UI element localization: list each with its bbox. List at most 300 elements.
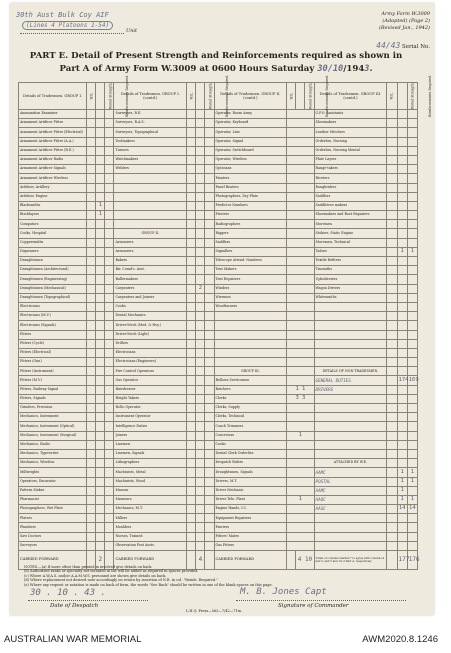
posted-value bbox=[96, 266, 105, 275]
trade-name: Cooks, Hospital bbox=[19, 229, 87, 238]
posted-value bbox=[287, 477, 314, 486]
reinf-value bbox=[407, 385, 417, 394]
trade-name: Surveyors, R.A.S. bbox=[114, 119, 187, 128]
posted-value bbox=[96, 459, 105, 468]
trade-name: Coach Trimmers bbox=[214, 422, 287, 431]
posted-value bbox=[397, 128, 407, 137]
we-cell bbox=[387, 192, 397, 201]
we-cell bbox=[387, 459, 397, 468]
trade-name: Drivers, M.T. bbox=[214, 477, 287, 486]
reinf-cell bbox=[205, 348, 214, 357]
table-row bbox=[19, 284, 418, 293]
posted-value bbox=[397, 229, 407, 238]
we-cell bbox=[187, 155, 196, 164]
trade-name: Shoemakers and Boot Repairers bbox=[314, 211, 387, 220]
trade-name: Fitters (Instrument) bbox=[19, 367, 87, 376]
reinf-cell bbox=[105, 459, 114, 468]
we-cell bbox=[387, 238, 397, 247]
reinf-value bbox=[407, 532, 417, 541]
trade-name: Hollo Operator bbox=[114, 404, 187, 413]
trade-name: Photographers, Wet Plate bbox=[19, 505, 87, 514]
posted-value: 1 bbox=[397, 247, 407, 256]
we-cell bbox=[87, 422, 96, 431]
reinf-cell bbox=[205, 339, 214, 348]
trade-name: Telescope Attend. Numbers bbox=[214, 257, 287, 266]
title-year-prefix: /194 bbox=[343, 64, 365, 74]
posted-value bbox=[96, 174, 105, 183]
posted-value bbox=[196, 275, 205, 284]
posted-value bbox=[397, 174, 407, 183]
trade-name bbox=[314, 532, 387, 541]
posted-value bbox=[397, 257, 407, 266]
trade-name: Predictor Numbers bbox=[214, 201, 287, 210]
archive-name: AUSTRALIAN WAR MEMORIAL bbox=[4, 634, 142, 645]
posted-value bbox=[196, 266, 205, 275]
reinf-cell bbox=[205, 238, 214, 247]
posted-value: 1 bbox=[397, 486, 407, 495]
reinf-value bbox=[407, 229, 417, 238]
posted-value bbox=[287, 376, 314, 385]
reinf-cell bbox=[105, 440, 114, 449]
we-cell bbox=[187, 312, 196, 321]
we-cell bbox=[187, 358, 196, 367]
we-cell bbox=[387, 165, 397, 174]
reinf-cell bbox=[205, 128, 214, 137]
we-cell bbox=[187, 128, 196, 137]
reinf-value: 169 bbox=[407, 376, 417, 385]
reinf-value bbox=[407, 211, 417, 220]
reinf-value bbox=[407, 321, 417, 330]
posted-value bbox=[196, 165, 205, 174]
reinf-cell bbox=[105, 110, 114, 119]
we-cell bbox=[187, 459, 196, 468]
we-cell bbox=[187, 321, 196, 330]
reinf-cell bbox=[205, 541, 214, 550]
we-cell bbox=[387, 321, 397, 330]
reinf-cell bbox=[205, 367, 214, 376]
strength-table bbox=[18, 74, 432, 570]
reinf-cell bbox=[105, 449, 114, 458]
trade-name: Electricians (Engineers) bbox=[114, 358, 187, 367]
trade-name: Fitters, Signals bbox=[19, 394, 87, 403]
reinf-value bbox=[407, 137, 417, 146]
we-cell bbox=[387, 440, 397, 449]
trade-name: Linemen bbox=[114, 440, 187, 449]
reinf-value bbox=[407, 394, 417, 403]
posted-value bbox=[96, 229, 105, 238]
trade-name: Range-takers bbox=[314, 165, 387, 174]
posted-value bbox=[96, 385, 105, 394]
table-header-row bbox=[19, 83, 418, 110]
we-cell bbox=[87, 404, 96, 413]
posted-value bbox=[397, 523, 407, 532]
reinf-cell bbox=[105, 505, 114, 514]
trade-name: Operator, Keyboard bbox=[214, 119, 287, 128]
posted-value bbox=[287, 192, 314, 201]
trade-name bbox=[114, 192, 187, 201]
reinf-cell bbox=[105, 257, 114, 266]
totals-posted: 177 bbox=[397, 551, 407, 570]
reinf-cell bbox=[205, 532, 214, 541]
reinf-cell bbox=[205, 413, 214, 422]
we-cell bbox=[87, 486, 96, 495]
posted-value bbox=[397, 192, 407, 201]
posted-value bbox=[96, 413, 105, 422]
reinf-cell bbox=[105, 468, 114, 477]
trade-name: Armament Artificer Signals bbox=[19, 165, 87, 174]
reinf-cell bbox=[105, 376, 114, 385]
posted-value bbox=[196, 394, 205, 403]
reinf-value: 1 bbox=[407, 247, 417, 256]
col-header-reinf: Reinforcements Required. bbox=[205, 83, 214, 110]
posted-value bbox=[96, 247, 105, 256]
posted-value bbox=[397, 119, 407, 128]
trade-name: Storemen, Technical bbox=[314, 238, 387, 247]
we-cell bbox=[387, 284, 397, 293]
table-row bbox=[19, 532, 418, 541]
posted-value bbox=[196, 339, 205, 348]
posted-value bbox=[96, 404, 105, 413]
reinf-cell bbox=[105, 146, 114, 155]
posted-value bbox=[196, 110, 205, 119]
col-header-we: W.E. bbox=[187, 83, 196, 110]
table-row bbox=[19, 358, 418, 367]
we-cell bbox=[387, 385, 397, 394]
posted-value bbox=[397, 532, 407, 541]
posted-value: 1 bbox=[96, 201, 105, 210]
table-row bbox=[19, 229, 418, 238]
trade-name: Plumbers bbox=[19, 523, 87, 532]
posted-value bbox=[196, 358, 205, 367]
posted-value bbox=[196, 312, 205, 321]
we-cell bbox=[187, 201, 196, 210]
reinf-value bbox=[407, 523, 417, 532]
trade-name: Platers bbox=[19, 514, 87, 523]
we-cell bbox=[387, 495, 397, 504]
trade-name bbox=[314, 330, 387, 339]
col-header-posted: Posted Strength. bbox=[296, 83, 305, 110]
col-header-posted: Posted Strength. bbox=[96, 83, 105, 110]
trade-name: AAMC bbox=[314, 486, 387, 495]
trade-name bbox=[314, 321, 387, 330]
trade-name: Dental Mechanics bbox=[114, 312, 187, 321]
table-row bbox=[19, 174, 418, 183]
posted-value bbox=[196, 183, 205, 192]
we-cell bbox=[87, 312, 96, 321]
trade-name: Cooks bbox=[114, 302, 187, 311]
posted-value bbox=[196, 477, 205, 486]
we-cell bbox=[387, 257, 397, 266]
reinf-cell bbox=[205, 174, 214, 183]
we-cell bbox=[87, 505, 96, 514]
trade-name: Masseurs bbox=[114, 495, 187, 504]
trade-name: Carpenters bbox=[114, 284, 187, 293]
table-row bbox=[19, 220, 418, 229]
posted-value bbox=[196, 119, 205, 128]
trade-name: Watchmakers bbox=[114, 155, 187, 164]
trade-name: Gas Operator bbox=[114, 376, 187, 385]
posted-value bbox=[287, 146, 314, 155]
trade-name: Draughtsmen (Engineering) bbox=[19, 275, 87, 284]
we-cell bbox=[87, 376, 96, 385]
posted-value bbox=[397, 413, 407, 422]
we-cell bbox=[87, 413, 96, 422]
trade-name bbox=[314, 404, 387, 413]
trade-name bbox=[314, 514, 387, 523]
trade-name: Moulders bbox=[114, 523, 187, 532]
we-cell bbox=[87, 128, 96, 137]
table-row bbox=[19, 192, 418, 201]
note-line: (e) Where any request or notation is made on back of form, the words "See Back" should be written in one of the blank spaces on this page. bbox=[24, 582, 273, 587]
we-cell bbox=[87, 532, 96, 541]
posted-value bbox=[96, 238, 105, 247]
trade-name: Riggers bbox=[214, 229, 287, 238]
reinf-cell bbox=[205, 440, 214, 449]
posted-value bbox=[397, 165, 407, 174]
posted-value bbox=[287, 468, 314, 477]
we-cell bbox=[87, 385, 96, 394]
we-cell bbox=[87, 266, 96, 275]
posted-value bbox=[287, 339, 314, 348]
reinf-value: 1 bbox=[407, 495, 417, 504]
reinf-cell bbox=[105, 532, 114, 541]
posted-value bbox=[196, 192, 205, 201]
trade-name: Orderlies, Nursing Mental bbox=[314, 146, 387, 155]
trade-name bbox=[314, 422, 387, 431]
note-line: (d) Where replacement not desired note accordingly on return by insertion of N.R. in col. "Reinfs. Required." bbox=[24, 578, 218, 583]
posted-value bbox=[96, 532, 105, 541]
we-cell bbox=[387, 505, 397, 514]
reinf-cell bbox=[105, 312, 114, 321]
trade-name: Clerks, Supply bbox=[214, 404, 287, 413]
trade-name: Plate Layers bbox=[314, 155, 387, 164]
trade-name: Instrument Operator bbox=[114, 413, 187, 422]
posted-value bbox=[196, 514, 205, 523]
posted-value bbox=[397, 155, 407, 164]
trade-name: Upholsterers bbox=[314, 275, 387, 284]
trade-name bbox=[314, 358, 387, 367]
trade-name: Mechanics, M.T. bbox=[114, 505, 187, 514]
reinf-cell bbox=[105, 284, 114, 293]
table-row bbox=[19, 431, 418, 440]
col-header-posted: Posted Strength. bbox=[397, 83, 407, 110]
reinf-cell bbox=[105, 238, 114, 247]
reinf-cell bbox=[205, 404, 214, 413]
reinf-cell bbox=[105, 247, 114, 256]
we-cell bbox=[187, 257, 196, 266]
trade-name: Despatch Riders bbox=[214, 459, 287, 468]
trade-name: DRIVERS bbox=[314, 385, 387, 394]
reinf-cell bbox=[205, 110, 214, 119]
table-row bbox=[19, 413, 418, 422]
trade-name: Shoemakers bbox=[314, 119, 387, 128]
we-cell bbox=[187, 192, 196, 201]
trade-name: Surveyors bbox=[19, 541, 87, 550]
posted-value bbox=[287, 211, 314, 220]
trade-name bbox=[214, 321, 287, 330]
we-cell bbox=[387, 376, 397, 385]
col-header-detail3: Details of Tradesmen. GROUP II. (contd.) bbox=[214, 83, 287, 110]
posted-value bbox=[96, 541, 105, 550]
posted-value bbox=[96, 165, 105, 174]
col-header-detail2: Details of Tradesmen. GROUP I. (contd.) bbox=[114, 83, 187, 110]
we-cell bbox=[87, 514, 96, 523]
posted-value bbox=[287, 220, 314, 229]
trade-name: Armourers bbox=[114, 238, 187, 247]
note-line: NOTES.—(a) If more other than printed in involved give details on back. bbox=[24, 565, 153, 569]
posted-value bbox=[196, 211, 205, 220]
reinf-cell bbox=[105, 266, 114, 275]
we-cell bbox=[87, 165, 96, 174]
reinf-value bbox=[407, 459, 417, 468]
we-cell bbox=[187, 211, 196, 220]
posted-value bbox=[397, 339, 407, 348]
trade-name: Fitters (Electrical) bbox=[19, 348, 87, 357]
posted-value bbox=[196, 229, 205, 238]
reinf-cell bbox=[105, 165, 114, 174]
trade-name: GROUP III. bbox=[214, 367, 287, 376]
trade-name bbox=[314, 339, 387, 348]
posted-value bbox=[397, 110, 407, 119]
trade-name bbox=[114, 174, 187, 183]
despatch-label: Date of Despatch bbox=[50, 603, 99, 609]
we-cell bbox=[187, 413, 196, 422]
trade-name: Fitters (M.V.) bbox=[19, 376, 87, 385]
carried-forward-label: CARRIED FORWARD bbox=[19, 551, 87, 570]
we-cell bbox=[387, 431, 397, 440]
trade-name: Saddlers bbox=[314, 192, 387, 201]
posted-value bbox=[196, 293, 205, 302]
we-cell bbox=[187, 220, 196, 229]
posted-value bbox=[96, 367, 105, 376]
trade-name: Millwrights bbox=[19, 468, 87, 477]
posted-value bbox=[287, 330, 314, 339]
posted-value bbox=[196, 367, 205, 376]
trade-name: Fire Control Operators bbox=[114, 367, 187, 376]
carried-forward-value: 4 10 bbox=[296, 551, 314, 570]
we-cell bbox=[87, 220, 96, 229]
reinf-value bbox=[407, 449, 417, 458]
reinf-value bbox=[407, 238, 417, 247]
reinf-cell bbox=[205, 275, 214, 284]
trade-name: Lithographers bbox=[114, 459, 187, 468]
posted-value bbox=[96, 293, 105, 302]
trade-name: Bir. Comd's. Asst. bbox=[114, 266, 187, 275]
trade-name bbox=[314, 523, 387, 532]
posted-value bbox=[196, 495, 205, 504]
posted-value bbox=[96, 486, 105, 495]
trade-name bbox=[114, 183, 187, 192]
we-cell bbox=[187, 505, 196, 514]
we-cell bbox=[187, 247, 196, 256]
posted-value bbox=[397, 422, 407, 431]
we-cell bbox=[187, 110, 196, 119]
trade-name bbox=[214, 330, 287, 339]
col-header-we: W.E. bbox=[87, 83, 96, 110]
reinf-cell bbox=[105, 339, 114, 348]
table-row bbox=[19, 155, 418, 164]
trade-name: Drillers bbox=[114, 339, 187, 348]
reinf-value bbox=[407, 165, 417, 174]
trade-name: Painters bbox=[214, 174, 287, 183]
trade-name: Draughtsmen (Mechanical) bbox=[19, 284, 87, 293]
we-cell bbox=[187, 477, 196, 486]
posted-value bbox=[397, 541, 407, 550]
posted-value bbox=[397, 266, 407, 275]
trade-name: Operator, Switchboard bbox=[214, 146, 287, 155]
trade-name: Photographers, Dry Plate bbox=[214, 192, 287, 201]
trade-name: Ammunition Examiner bbox=[19, 110, 87, 119]
trade-name: Butchers bbox=[214, 385, 287, 394]
reinf-cell bbox=[105, 358, 114, 367]
reinf-cell bbox=[205, 468, 214, 477]
reinf-cell bbox=[105, 394, 114, 403]
trade-name: Tinsmiths bbox=[314, 266, 387, 275]
trade-name: Driver Tele. Plant bbox=[214, 495, 287, 504]
col-header-reinf: Reinforcements Required. bbox=[105, 83, 114, 110]
carried-forward-label: CARRIED FORWARD bbox=[214, 551, 287, 570]
posted-value bbox=[196, 532, 205, 541]
trade-name: Surveyors, R.E. bbox=[114, 110, 187, 119]
trade-name: Grinders, Precision bbox=[19, 404, 87, 413]
reinf-value bbox=[407, 266, 417, 275]
reinf-cell bbox=[105, 155, 114, 164]
we-cell bbox=[87, 284, 96, 293]
reinf-cell bbox=[205, 257, 214, 266]
table-row bbox=[19, 541, 418, 550]
we-cell bbox=[187, 165, 196, 174]
posted-value bbox=[287, 284, 314, 293]
table-row bbox=[19, 211, 418, 220]
trade-name: Mechanics, Instrument (Optical) bbox=[19, 422, 87, 431]
trade-name: Carpenters and Joiners bbox=[114, 293, 187, 302]
reinf-cell bbox=[205, 201, 214, 210]
archive-id: AWM2020.8.1246 bbox=[362, 634, 438, 645]
posted-value bbox=[196, 449, 205, 458]
we-cell bbox=[87, 155, 96, 164]
reinf-cell bbox=[105, 211, 114, 220]
posted-value bbox=[397, 431, 407, 440]
posted-value bbox=[287, 257, 314, 266]
col-header-posted: Posted Strength. bbox=[196, 83, 205, 110]
posted-value bbox=[397, 459, 407, 468]
posted-value bbox=[196, 505, 205, 514]
table-row bbox=[19, 201, 418, 210]
we-cell bbox=[87, 541, 96, 550]
reinf-value bbox=[407, 312, 417, 321]
table-row bbox=[19, 119, 418, 128]
trade-name: AAMC bbox=[314, 468, 387, 477]
reinf-cell bbox=[105, 201, 114, 210]
we-cell bbox=[87, 348, 96, 357]
table-row bbox=[19, 495, 418, 504]
posted-value bbox=[196, 385, 205, 394]
posted-value bbox=[196, 348, 205, 357]
posted-value bbox=[196, 376, 205, 385]
we-cell bbox=[187, 183, 196, 192]
trade-name: Equipment Repairers bbox=[214, 514, 287, 523]
trade-name: Driver-Mech (Med. & Hvy.) bbox=[114, 321, 187, 330]
trade-name: Stokers, Static Engine bbox=[314, 229, 387, 238]
posted-value: 1 bbox=[397, 468, 407, 477]
posted-value bbox=[96, 505, 105, 514]
trade-name: G.P.O. Assistants bbox=[314, 110, 387, 119]
trade-name: GENERAL DUTIES bbox=[314, 376, 387, 385]
reinf-cell bbox=[205, 284, 214, 293]
table-row bbox=[19, 348, 418, 357]
trade-name: Dispensers bbox=[19, 247, 87, 256]
carried-forward-value: 2 bbox=[96, 551, 105, 570]
